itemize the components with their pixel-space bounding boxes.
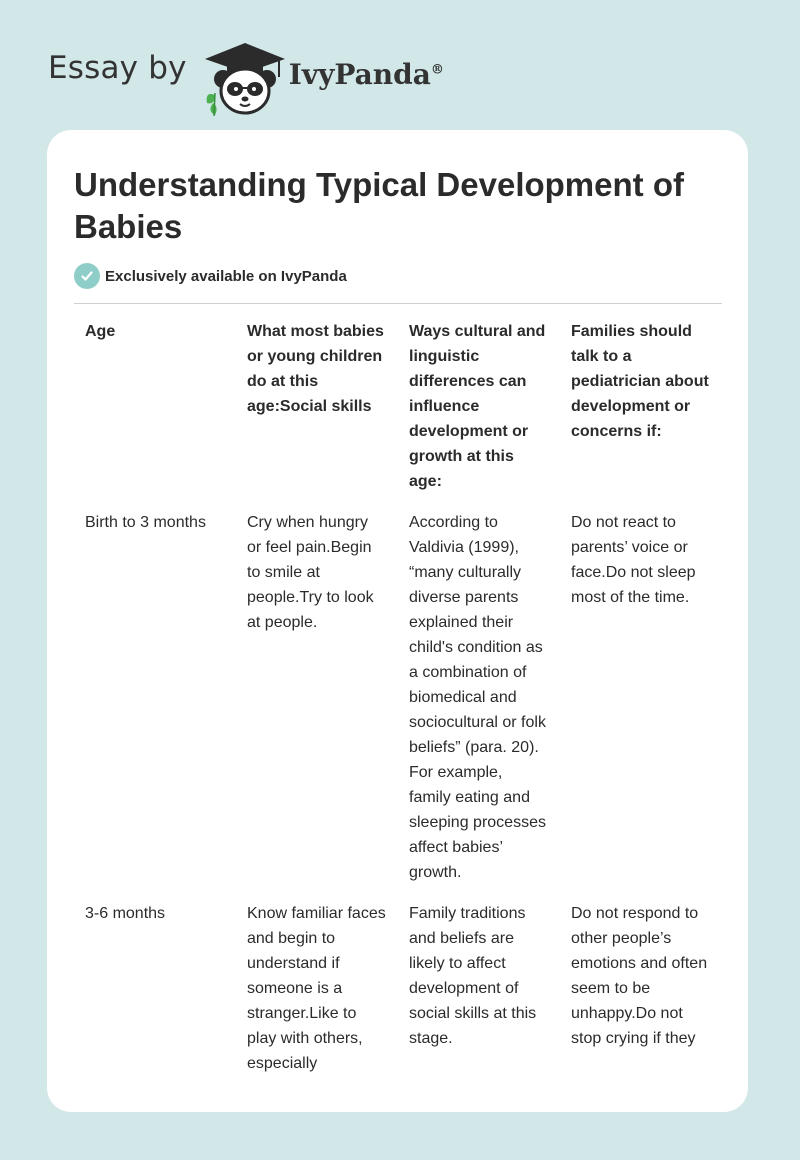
divider — [74, 303, 722, 304]
essay-by-label: Essay by — [48, 50, 187, 86]
exclusive-label: Exclusively available on IvyPanda — [105, 267, 347, 285]
table-cell-pediatrician: Do not react to parents’ voice or face.Do not sleep most of the time. — [571, 514, 696, 606]
panda-logo-icon[interactable] — [201, 39, 289, 117]
table-cell-social-skills: Know familiar faces and begin to understand if someone is a stranger.Like to play with others, especially — [247, 905, 386, 1072]
site-header — [48, 34, 444, 114]
column-header-cultural-differences: Ways cultural and linguistic differences can influence development or growth at this age: — [409, 323, 546, 490]
table-cell-cultural-differences: Family traditions and beliefs are likely to affect development of social skills at this stage. — [409, 905, 537, 1047]
table-cell-age: Birth to 3 months — [85, 514, 206, 531]
table-cell-cultural-differences: According to Valdivia (1999), “many culturally diverse parents explained their child's condition as a combination of biomedical and sociocultural or folk beliefs” (para. 20). For example, family eating and sleeping processes affect babies’ growth. — [409, 514, 546, 881]
table-row — [74, 510, 722, 901]
development-table — [74, 319, 722, 1092]
table-cell-age: 3-6 months — [85, 905, 166, 922]
exclusive-badge — [74, 263, 347, 289]
table-row — [74, 901, 722, 1092]
column-header-social-skills: What most babies or young children do at this age:Social skills — [247, 323, 384, 415]
brand-name[interactable] — [289, 58, 444, 91]
page-title: Understanding Typical Development of Babies — [74, 166, 684, 245]
column-header-pediatrician: Families should talk to a pediatrician about development or concerns if: — [571, 323, 709, 440]
table-header-row — [74, 319, 722, 510]
table-cell-pediatrician: Do not respond to other people’s emotions and often seem to be unhappy.Do not stop crying if they — [571, 905, 708, 1047]
registered-mark: ® — [430, 62, 444, 78]
brand-name-text: IvyPanda — [288, 57, 431, 91]
document-card — [47, 130, 748, 1112]
table-cell-social-skills: Cry when hungry or feel pain.Begin to smile at people.Try to look at people. — [247, 514, 374, 631]
column-header-age: Age — [85, 323, 116, 340]
check-circle-icon — [74, 263, 100, 289]
